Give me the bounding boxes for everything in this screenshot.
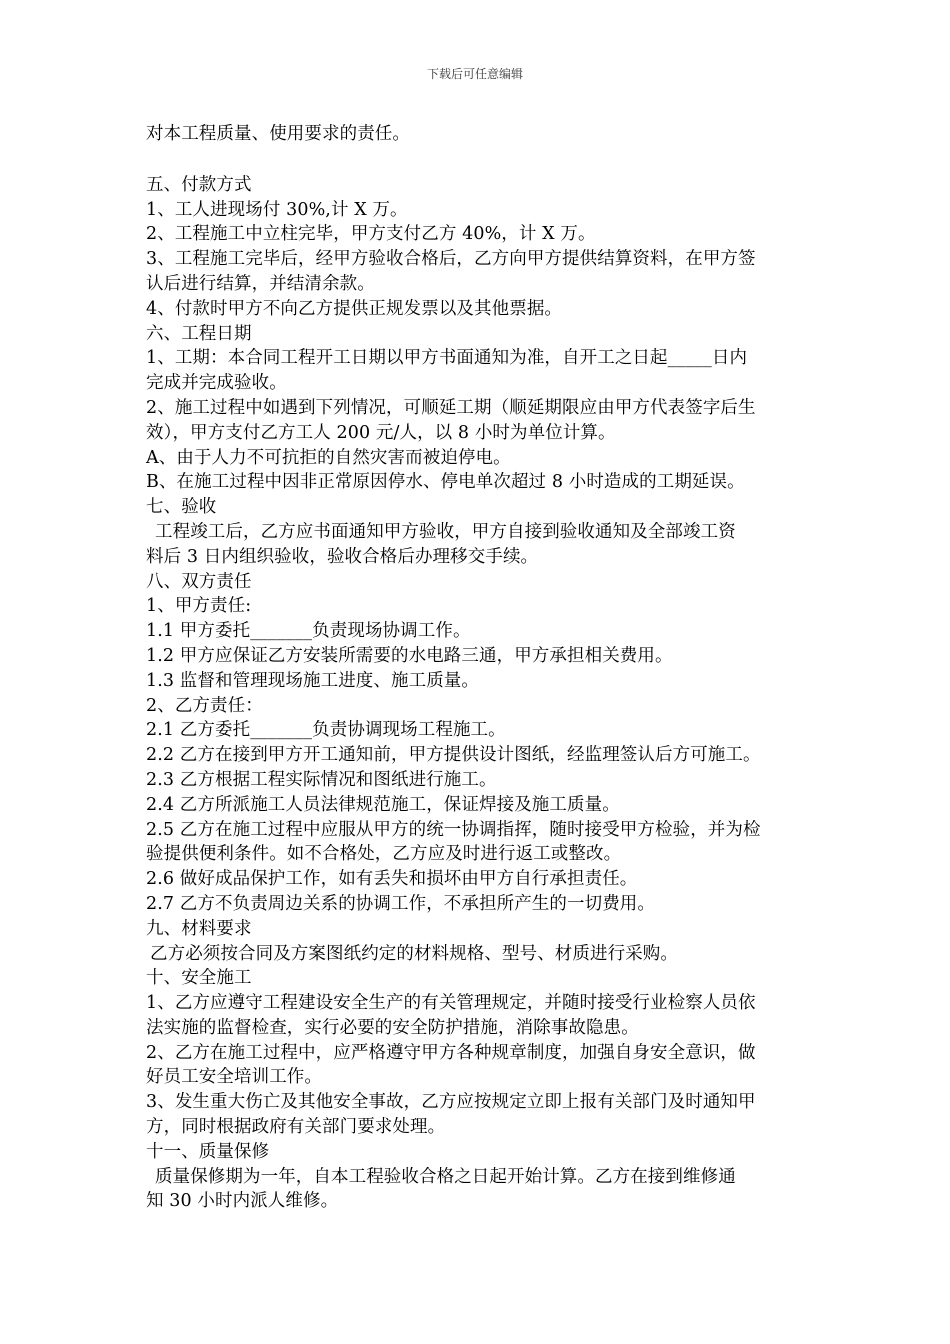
- text-line: 十一、质量保修: [146, 1141, 270, 1162]
- text-line: 十、安全施工: [146, 968, 252, 989]
- text-line: 1.1 甲方委托_______负责现场协调工作。: [146, 621, 471, 642]
- text-line: 2.7 乙方不负责周边关系的协调工作，不承担所产生的一切费用。: [146, 893, 655, 914]
- text-line: 2.1 乙方委托_______负责协调现场工程施工。: [146, 720, 506, 741]
- text-line: 验提供便利条件。如不合格处，乙方应及时进行返工或整改。: [146, 844, 622, 865]
- text-line: 知 30 小时内派人维修。: [146, 1191, 339, 1212]
- text-line: 2.3 乙方根据工程实际情况和图纸进行施工。: [146, 769, 497, 790]
- text-line: B、在施工过程中因非正常原因停水、停电单次超过 8 小时造成的工期延误。: [146, 472, 745, 493]
- text-line: 2.4 乙方所派施工人员法律规范施工，保证焊接及施工质量。: [146, 794, 620, 815]
- text-line: 五、付款方式: [146, 174, 252, 195]
- text-line: 1、乙方应遵守工程建设安全生产的有关管理规定，并随时接受行业检察人员依: [146, 993, 756, 1014]
- text-line: A、由于人力不可抗拒的自然灾害而被迫停电。: [146, 447, 511, 468]
- text-line: 1.3 监督和管理现场施工进度、施工质量。: [146, 670, 479, 691]
- text-line: 2.6 做好成品保护工作，如有丢失和损坏由甲方自行承担责任。: [146, 869, 638, 890]
- text-line: 法实施的监督检查，实行必要的安全防护措施，消除事故隐患。: [146, 1017, 639, 1038]
- text-line: 2、工程施工中立柱完毕，甲方支付乙方 40%，计 X 万。: [146, 224, 596, 245]
- text-line: 九、材料要求: [146, 918, 252, 939]
- text-line: 认后进行结算，并结清余款。: [146, 273, 375, 294]
- text-line: 2、施工过程中如遇到下列情况，可顺延工期（顺延期限应由甲方代表签字后生: [146, 397, 756, 418]
- text-line: 2.5 乙方在施工过程中应服从甲方的统一协调指挥，随时接受甲方检验，并为检: [146, 819, 761, 840]
- text-line: 质量保修期为一年，自本工程验收合格之日起开始计算。乙方在接到维修通: [155, 1166, 736, 1187]
- text-line: 好员工安全培训工作。: [146, 1067, 322, 1088]
- text-line: 七、验收: [146, 497, 217, 518]
- text-line: 4、付款时甲方不向乙方提供正规发票以及其他票据。: [146, 298, 563, 319]
- text-line: 工程竣工后，乙方应书面通知甲方验收，甲方自接到验收通知及全部竣工资: [155, 521, 736, 542]
- text-line: 2、乙方责任：: [146, 695, 263, 716]
- page-header: 下载后可任意编辑: [426, 67, 523, 81]
- text-line: 3、发生重大伤亡及其他安全事故，乙方应按规定立即上报有关部门及时通知甲: [146, 1092, 756, 1113]
- text-line: 八、双方责任: [146, 571, 252, 592]
- text-line: 3、工程施工完毕后，经甲方验收合格后，乙方向甲方提供结算资料，在甲方签: [146, 249, 756, 270]
- text-line: 完成并完成验收。: [146, 373, 287, 394]
- text-line: 2.2 乙方在接到甲方开工通知前，甲方提供设计图纸，经监理签认后方可施工。: [146, 745, 761, 766]
- text-line: 方，同时根据政府有关部门要求处理。: [146, 1117, 446, 1138]
- text-line: 1、工人进现场付 30%,计 X 万。: [146, 199, 408, 220]
- text-line: 乙方必须按合同及方案图纸约定的材料规格、型号、材质进行采购。: [150, 943, 678, 964]
- text-line: 料后 3 日内组织验收，验收合格后办理移交手续。: [146, 546, 539, 567]
- text-line: 1、工期：本合同工程开工日期以甲方书面通知为准，自开工之日起_____日内: [146, 348, 748, 369]
- blank-line: [146, 147, 812, 173]
- text-line: 2、乙方在施工过程中，应严格遵守甲方各种规章制度，加强自身安全意识，做: [146, 1042, 756, 1063]
- document-body: [146, 122, 812, 1214]
- text-line: 对本工程质量、使用要求的责任。: [146, 124, 410, 144]
- text-line: 1、甲方责任:: [146, 596, 252, 617]
- text-line: 六、工程日期: [146, 323, 252, 344]
- text-line: 1.2 甲方应保证乙方安装所需要的水电路三通，甲方承担相关费用。: [146, 645, 673, 666]
- text-line: 效），甲方支付乙方工人 200 元/人，以 8 小时为单位计算。: [146, 422, 616, 443]
